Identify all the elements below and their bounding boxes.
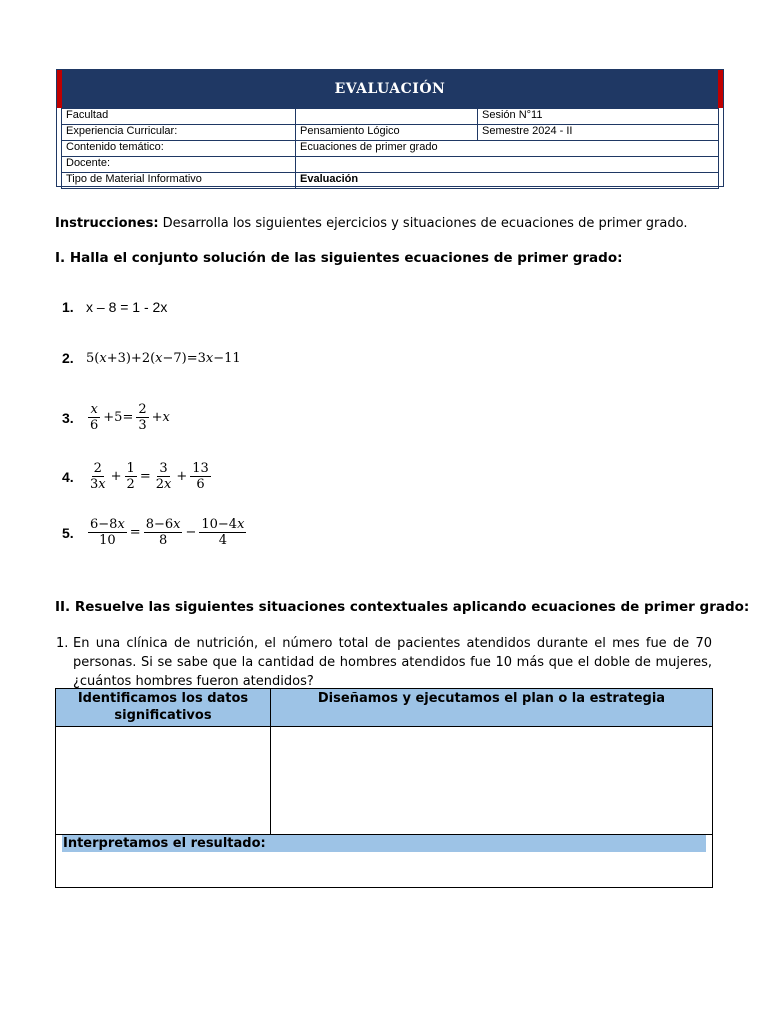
- info-value-facultad: [296, 109, 478, 125]
- exercise-2: [62, 350, 241, 366]
- info-table: [61, 108, 719, 189]
- work-header-plan: Diseñamos y ejecutamos el plan o la estrategia: [271, 689, 713, 727]
- info-value-contenido: Ecuaciones de primer grado: [296, 141, 719, 157]
- info-session: Sesión N°11: [478, 109, 719, 125]
- section-1-title: I. Halla el conjunto solución de las siguientes ecuaciones de primer grado:: [55, 250, 623, 266]
- section-2-title: II. Resuelve las siguientes situaciones contextuales aplicando ecuaciones de primer grado:: [55, 599, 750, 615]
- exercise-equation: x – 8 = 1 - 2x: [86, 299, 168, 315]
- exercise-equation: $\frac{2}{3x}$ + $\frac{1}{2}$ = $\frac{3}{2x}$ + $\frac{13}{6}$: [90, 461, 209, 492]
- problem-1: [56, 634, 712, 691]
- instructions: [55, 216, 687, 231]
- info-label-docente: Docente:: [62, 157, 296, 173]
- info-row-tipo: [62, 173, 719, 189]
- info-semester: Semestre 2024 - II: [478, 125, 719, 141]
- work-table: [55, 688, 713, 888]
- work-cell-data[interactable]: [56, 727, 271, 835]
- work-cell-plan[interactable]: [271, 727, 713, 835]
- info-value-docente: [296, 157, 719, 173]
- info-row-docente: [62, 157, 719, 173]
- work-header-data: Identificamos los datos significativos: [56, 689, 271, 727]
- info-label-contenido: Contenido temático:: [62, 141, 296, 157]
- exercise-number: 2.: [62, 350, 74, 366]
- problem-text: En una clínica de nutrición, el número total de pacientes atendidos durante el mes fue de 70 personas. Si se sabe que la cantidad de hombres atendidos fue 10 más que el doble de mujeres, ¿cuántos hombres fueron atendidos?: [73, 636, 712, 689]
- instructions-label: Instrucciones:: [55, 216, 159, 231]
- exercise-number: 5.: [62, 524, 74, 541]
- exercise-1: [62, 299, 167, 315]
- exercise-equation: 5( x +3)+2( x −7)=3 x −11: [86, 350, 241, 366]
- interpret-label: Interpretamos el resultado:: [62, 835, 706, 852]
- info-label-tipo: Tipo de Material Informativo: [62, 173, 296, 189]
- exercise-5: [62, 517, 248, 548]
- info-row-facultad: [62, 109, 719, 125]
- exercise-number: 4.: [62, 468, 74, 485]
- work-cell-interpret[interactable]: [56, 835, 713, 888]
- exercise-equation: $\frac{x}{6}$ +5= $\frac{2}{3}$ +x: [90, 402, 170, 433]
- exercise-number: 1.: [62, 299, 74, 315]
- exercise-3: [62, 402, 171, 433]
- problem-number: 1.: [56, 636, 69, 651]
- info-label-experiencia: Experiencia Curricular:: [62, 125, 296, 141]
- info-row-experiencia: [62, 125, 719, 141]
- evaluation-header: [56, 69, 724, 187]
- header-title-bar: [57, 70, 723, 108]
- info-value-tipo: Evaluación: [296, 173, 719, 189]
- header-title: EVALUACIÓN: [334, 81, 446, 97]
- exercise-equation: $\frac{6-8x}{10}$ = $\frac{8-6x}{8}$ − $\frac{10-4x}{4}$: [90, 517, 245, 548]
- info-label-facultad: Facultad: [62, 109, 296, 125]
- info-row-contenido: [62, 141, 719, 157]
- exercise-4: [62, 461, 213, 492]
- instructions-text: Desarrolla los siguientes ejercicios y situaciones de ecuaciones de primer grado.: [162, 216, 688, 231]
- exercise-number: 3.: [62, 409, 74, 426]
- info-value-experiencia: Pensamiento Lógico: [296, 125, 478, 141]
